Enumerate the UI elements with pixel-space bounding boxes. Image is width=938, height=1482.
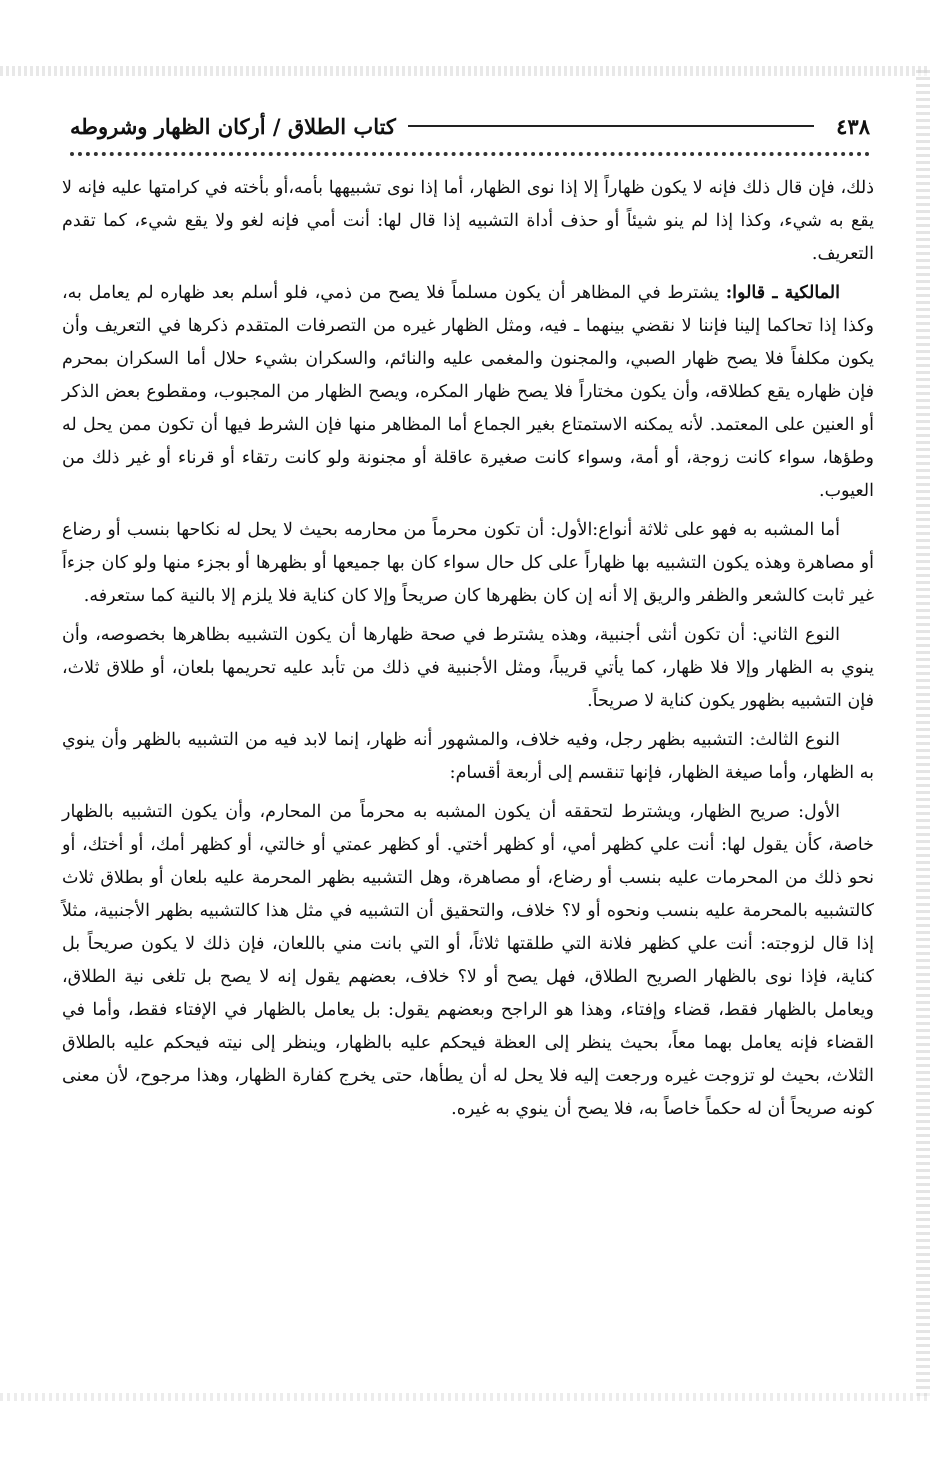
page-number: ٤٣٨ <box>836 113 870 139</box>
page-header <box>70 108 870 144</box>
dotted-separator <box>70 152 870 156</box>
paragraph-text: ذلك، فإن قال ذلك فإنه لا يكون ظهاراً إلا إذا نوى الظهار، أما إذا نوى تشبيهها بأمه،أو بأخته في كرامتها عليه فإنه لا يقع به شيء، وكذا إذا لم ينو شيئاً أو حذف أداة التشبيه إذا قال لها: أنت أمي فإنه لغو ولا يقع شيء، كما تقدم التعريف. <box>62 178 874 264</box>
scan-border-top <box>0 66 930 76</box>
paragraph-text: أما المشبه به فهو على ثلاثة أنواع:الأول: أن تكون محرماً من محارمه بحيث لا يحل له نكاحها بنسب أو رضاع أو مصاهرة وهذه يكون التشبيه بها ظهاراً على كل حال سواء كان بها جميعها أو بظهرها أو بجزء منها ولو كان جزءاً غير ثابت كالشعر والظفر والريق إلا أنه إن كان بظهرها كان صريحاً وإلا كان كناية فلا يلزم إلا بالنية كما ستعرفه. <box>62 520 874 606</box>
page-body <box>62 172 874 1132</box>
paragraph-text: يشترط في المظاهر أن يكون مسلماً فلا يصح من ذمي، فلو أسلم بعد ظهاره لم يعامل به، وكذا إذا تحاكما إلينا فإننا لا نقضي بينهما ـ فيه، ومثل الظهار غيره من التصرفات المتقدم ذكرها في التعريف وأن يكون مكلفاً فلا يصح ظهار الصبي، والمجنون والمغمى عليه والنائم، والسكران بشيء حلال أما السكران بمحرم فإن ظهاره يقع كطلاقه، وأن يكون مختاراً فلا يصح ظهار المكره، ويصح الظهار من المجبوب، ومقطوع بعض الذكر أو العنين على المعتمد. لأنه يمكنه الاستمتاع بغير الجماع أما المظاهر منها فإن الشرط فيها أن تكون ممن يحل له وطؤها، سواء كانت زوجة، أو أمة، وسواء كانت صغيرة عاقلة أو مجنونة ولو كانت رتقاء أو قرناء أو غير ذلك من العيوب. <box>62 283 874 501</box>
paragraph-text: النوع الثالث: التشبيه بظهر رجل، وفيه خلاف، والمشهور أنه ظهار، إنما لابد فيه من التشبيه بالظهر وأن ينوي به الظهار، وأما صيغة الظهار، فإنها تنقسم إلى أربعة أقسام: <box>62 730 874 783</box>
paragraph-text: الأول: صريح الظهار، ويشترط لتحققه أن يكون المشبه به محرماً من المحارم، وأن يكون التشبيه بالظهار خاصة، كأن يقول لها: أنت علي كظهر أمي، أو كظهر أختي. أو كظهر عمتي أو خالتي، أو كظهر أمك، أو أختك، أو نحو ذلك من المحرمات عليه بنسب أو رضاع، أو مصاهرة، وهل التشبيه بظهر المحرمة عليه بلعان أو بطلاق ثلاث كالتشبيه بالمحرمة عليه بنسب ونحوه أو لا؟ خلاف، والتحقيق أن التشبيه في مثل هذا كالتشبيه بظهر الأجنبية، مثلاً إذا قال لزوجته: أنت علي كظهر فلانة التي طلقتها ثلاثاً، أو التي بانت مني باللعان، فإن ذلك لا يكون صريحاً بل كناية، فإذا نوى بالظهار الصريح الطلاق، فهل يصح أو لا؟ خلاف، بعضهم يقول إنه لا يصح بل تلغى نية الطلاق، ويعامل بالظهار فقط، قضاء وإفتاء، وهذا هو الراجح وبعضهم يقول: بل يعامل بالظهار في الإفتاء فقط، وأما في القضاء فإنه يعامل بهما معاً، بحيث ينظر إلى العظة فيحكم عليه بالظهار، وينظر إلى نيته فيحكم عليه بالطلاق الثلاث، بحيث لو تزوجت غيره ورجعت إليه فلا يحل له أن يطأها، حتى يخرج كفارة الظهار، وهذا مرجوح، لأن معنى كونه صريحاً أن له حكماً خاصاً به، فلا يصح أن ينوي به غيره. <box>62 802 874 1119</box>
paragraph <box>62 172 874 271</box>
paragraph <box>62 514 874 613</box>
paragraph <box>62 619 874 718</box>
paragraph <box>62 277 874 508</box>
paragraph-text: النوع الثاني: أن تكون أنثى أجنبية، وهذه يشترط في صحة ظهارها أن يكون التشبيه بظاهرها بخصوصه، وأن ينوي به الظهار وإلا فلا ظهار، كما يأتي قريباً، ومثل الأجنبية في ذلك من تأبد عليه تحريمها بلعان، أو طلاق ثلاث، فإن التشبيه بظهور يكون كناية لا صريحاً. <box>62 625 874 711</box>
scan-border-bottom <box>0 1393 930 1401</box>
paragraph-lead: المالكية ـ قالوا: <box>725 283 840 303</box>
scan-border-right <box>916 70 930 1400</box>
paragraph <box>62 796 874 1126</box>
running-title: كتاب الطلاق / أركان الظهار وشروطه <box>70 113 396 139</box>
header-rule <box>408 125 814 127</box>
paragraph <box>62 724 874 790</box>
